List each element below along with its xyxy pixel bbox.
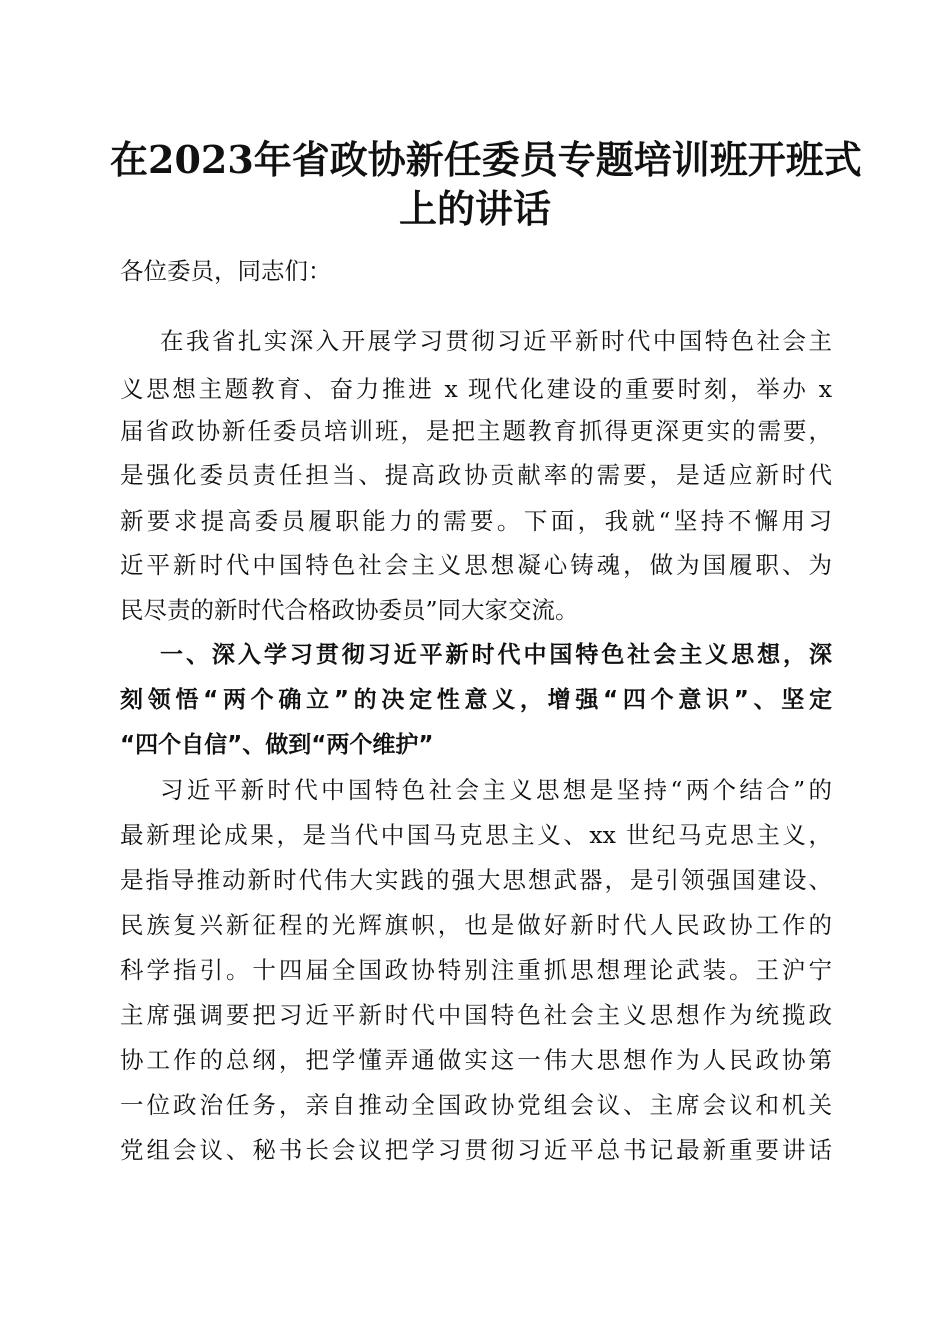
paragraph-line: 最新理论成果，是当代中国马克思主义、xx 世纪马克思主义， — [120, 821, 832, 849]
paragraph-line: 习近平新时代中国特色社会主义思想是坚持“两个结合”的 — [160, 776, 832, 804]
speech-title-line-2: 上的讲话 — [398, 186, 551, 231]
paragraph-line: 届省政协新任委员培训班，是把主题教育抓得更深更实的需要， — [120, 417, 832, 445]
paragraph-line: 是指导推动新时代伟大实践的强大思想武器，是引领强国建设、 — [120, 866, 832, 894]
salutation: 各位委员，同志们： — [120, 257, 332, 285]
paragraph-line: 协工作的总纲，把学懂弄通做实这一伟大思想作为人民政协第 — [120, 1046, 832, 1074]
paragraph-line: 科学指引。十四届全国政协特别注重抓思想理论武装。王沪宁 — [120, 956, 832, 984]
paragraph-line: 一位政治任务，亲自推动全国政协党组会议、主席会议和机关 — [120, 1091, 832, 1119]
speech-title-line-1: 在2023年省政协新任委员专题培训班开班式 — [110, 137, 862, 182]
paragraph-line: 新要求提高委员履职能力的需要。下面，我就“坚持不懈用习 — [120, 507, 832, 535]
paragraph-line: 是强化委员责任担当、提高政协贡献率的需要，是适应新时代 — [120, 461, 832, 489]
paragraph-line: 近平新时代中国特色社会主义思想凝心铸魂，做为国履职、为 — [120, 551, 832, 579]
paragraph-line: 主席强调要把习近平新时代中国特色社会主义思想作为统揽政 — [120, 1001, 832, 1029]
paragraph-line: 党组会议、秘书长会议把学习贯彻习近平总书记最新重要讲话 — [120, 1136, 832, 1164]
paragraph-line: 在我省扎实深入开展学习贯彻习近平新时代中国特色社会主 — [160, 327, 832, 355]
paragraph-line: 民尽责的新时代合格政协委员”同大家交流。 — [120, 596, 579, 624]
section-heading-line: 刻领悟“两个确立”的决定性意义，增强“四个意识”、坚定 — [120, 687, 832, 713]
section-heading-line: 一、深入学习贯彻习近平新时代中国特色社会主义思想，深 — [160, 642, 832, 668]
paragraph-line: 义思想主题教育、奋力推进 x 现代化建设的重要时刻，举办 x — [120, 375, 832, 403]
paragraph-line: 民族复兴新征程的光辉旗帜，也是做好新时代人民政协工作的 — [120, 911, 832, 939]
section-heading-line: “四个自信”、做到“两个维护” — [120, 732, 434, 758]
